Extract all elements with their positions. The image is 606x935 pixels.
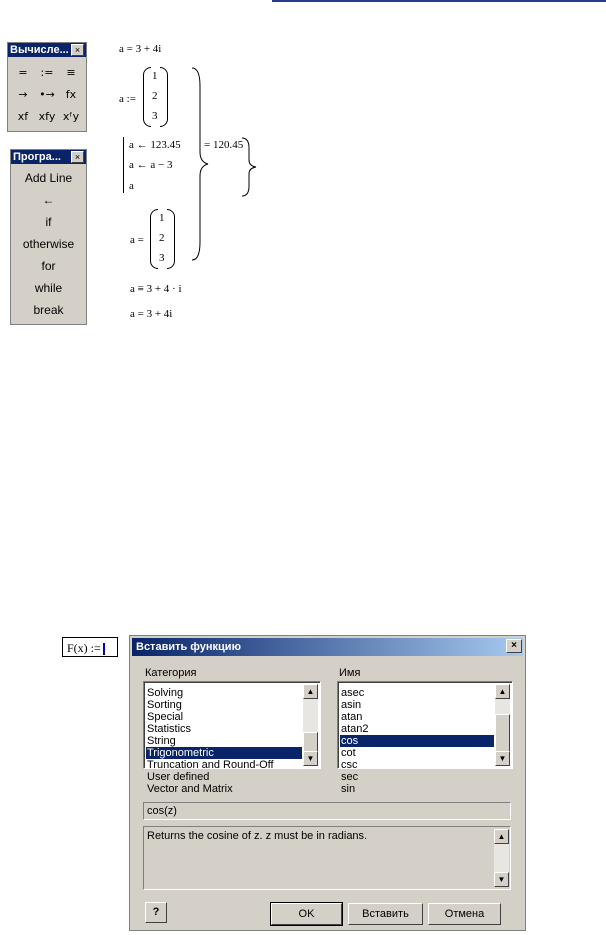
function-definition-box[interactable] [62, 637, 118, 657]
break-button[interactable]: break [33, 303, 64, 317]
name-label: Имя [339, 667, 361, 679]
name-item[interactable]: atan [341, 711, 363, 723]
symbolic-eval-button[interactable]: → [18, 88, 28, 101]
math-line-1: a = 3 + 4i [119, 43, 162, 55]
scroll-up-icon[interactable]: ▲ [495, 684, 510, 699]
name-item[interactable]: atan2 [341, 723, 369, 735]
insert-function-dialog [129, 635, 526, 931]
vector-eval-lhs: a = [130, 234, 144, 246]
description-text: Returns the cosine of z. z must be in radians. [147, 830, 368, 842]
region-brace-large [190, 66, 220, 262]
category-scrollbar[interactable] [303, 684, 318, 766]
dialog-title: Вставить функцию [132, 638, 523, 656]
name-item[interactable]: csc [341, 759, 358, 771]
cursor-placeholder[interactable] [103, 643, 105, 655]
calculator-toolbar-close-icon[interactable]: × [71, 44, 84, 56]
programming-toolbar [10, 149, 87, 325]
equals-button[interactable]: = [18, 66, 28, 79]
vector-element: 3 [152, 110, 158, 122]
program-line-2: a ← a − 3 [129, 159, 173, 171]
while-button[interactable]: while [34, 281, 63, 295]
vector-element: 1 [159, 212, 165, 224]
scroll-up-icon[interactable]: ▲ [494, 829, 509, 844]
ok-button[interactable]: OK [271, 903, 342, 925]
program-bar [123, 137, 124, 193]
name-item[interactable]: asin [341, 699, 362, 711]
vector-right-paren [167, 209, 175, 269]
name-listbox[interactable] [337, 681, 513, 795]
treefix-operator-button[interactable]: xᶠy [62, 110, 80, 123]
add-line-button[interactable]: Add Line [24, 171, 73, 185]
for-button[interactable]: for [41, 259, 56, 273]
name-item-selected[interactable]: cos [340, 735, 494, 747]
calculator-toolbar [7, 42, 87, 132]
signature-field: cos(z) [143, 802, 511, 820]
category-item[interactable]: Solving [147, 687, 184, 699]
define-button[interactable]: := [40, 66, 54, 79]
insert-button[interactable]: Вставить [348, 903, 423, 925]
region-brace-small [240, 136, 264, 198]
global-definition: a ≡ 3 + 4 · i [130, 283, 182, 295]
name-item[interactable]: sin [341, 783, 356, 795]
name-scrollbar[interactable] [495, 684, 510, 766]
otherwise-button[interactable]: otherwise [22, 237, 75, 251]
top-rule [272, 0, 606, 2]
program-line-3: a [129, 180, 134, 192]
category-label: Категория [145, 667, 197, 679]
category-listbox[interactable] [143, 681, 321, 795]
scroll-down-icon[interactable]: ▼ [494, 872, 509, 887]
cancel-button[interactable]: Отмена [428, 903, 501, 925]
program-line-1: a ← 123.45 [129, 139, 181, 151]
category-item[interactable]: Statistics [147, 723, 192, 735]
infix-operator-button[interactable]: xfy [38, 110, 56, 123]
scroll-down-icon[interactable]: ▼ [495, 751, 510, 766]
prefix-operator-button[interactable]: fx [65, 88, 77, 101]
category-item[interactable]: Vector and Matrix [147, 783, 233, 795]
global-define-button[interactable]: ≡ [66, 66, 76, 79]
vector-assign-lhs: a := [119, 93, 136, 105]
function-definition-text: F(x) := [67, 641, 101, 655]
keyword-eval-button[interactable]: •→ [39, 88, 55, 101]
help-icon[interactable]: ? [145, 902, 167, 923]
dialog-close-icon[interactable]: × [506, 639, 522, 653]
vector-element: 2 [152, 90, 158, 102]
postfix-operator-button[interactable]: xf [17, 110, 29, 123]
vector-element: 3 [159, 252, 165, 264]
name-item[interactable]: asec [341, 687, 365, 699]
category-item[interactable]: Special [147, 711, 184, 723]
if-button[interactable]: if [45, 215, 52, 229]
programming-toolbar-close-icon[interactable]: × [71, 151, 84, 163]
scroll-up-icon[interactable]: ▲ [303, 684, 318, 699]
category-item[interactable]: Truncation and Round-Off [147, 759, 274, 771]
math-line-last: a = 3 + 4i [130, 308, 173, 320]
category-item[interactable]: Sorting [147, 699, 182, 711]
vector-left-paren [143, 67, 151, 127]
vector-right-paren [160, 67, 168, 127]
category-item[interactable]: String [147, 735, 176, 747]
scroll-thumb[interactable] [495, 714, 510, 754]
vector-element: 1 [152, 70, 158, 82]
category-item[interactable]: User defined [147, 771, 210, 783]
name-item[interactable]: cot [341, 747, 356, 759]
local-assign-button[interactable]: ← [42, 193, 55, 207]
programming-toolbar-title: Програ... [11, 150, 86, 164]
description-scrollbar[interactable] [494, 829, 509, 887]
calculator-toolbar-title: Вычисле... [8, 43, 86, 57]
vector-left-paren [150, 209, 158, 269]
vector-element: 2 [159, 232, 165, 244]
category-item-selected[interactable]: Trigonometric [146, 747, 302, 759]
program-result: = 120.45 [204, 139, 244, 151]
scroll-down-icon[interactable]: ▼ [303, 751, 318, 766]
description-area [143, 826, 511, 890]
name-item[interactable]: sec [341, 771, 359, 783]
